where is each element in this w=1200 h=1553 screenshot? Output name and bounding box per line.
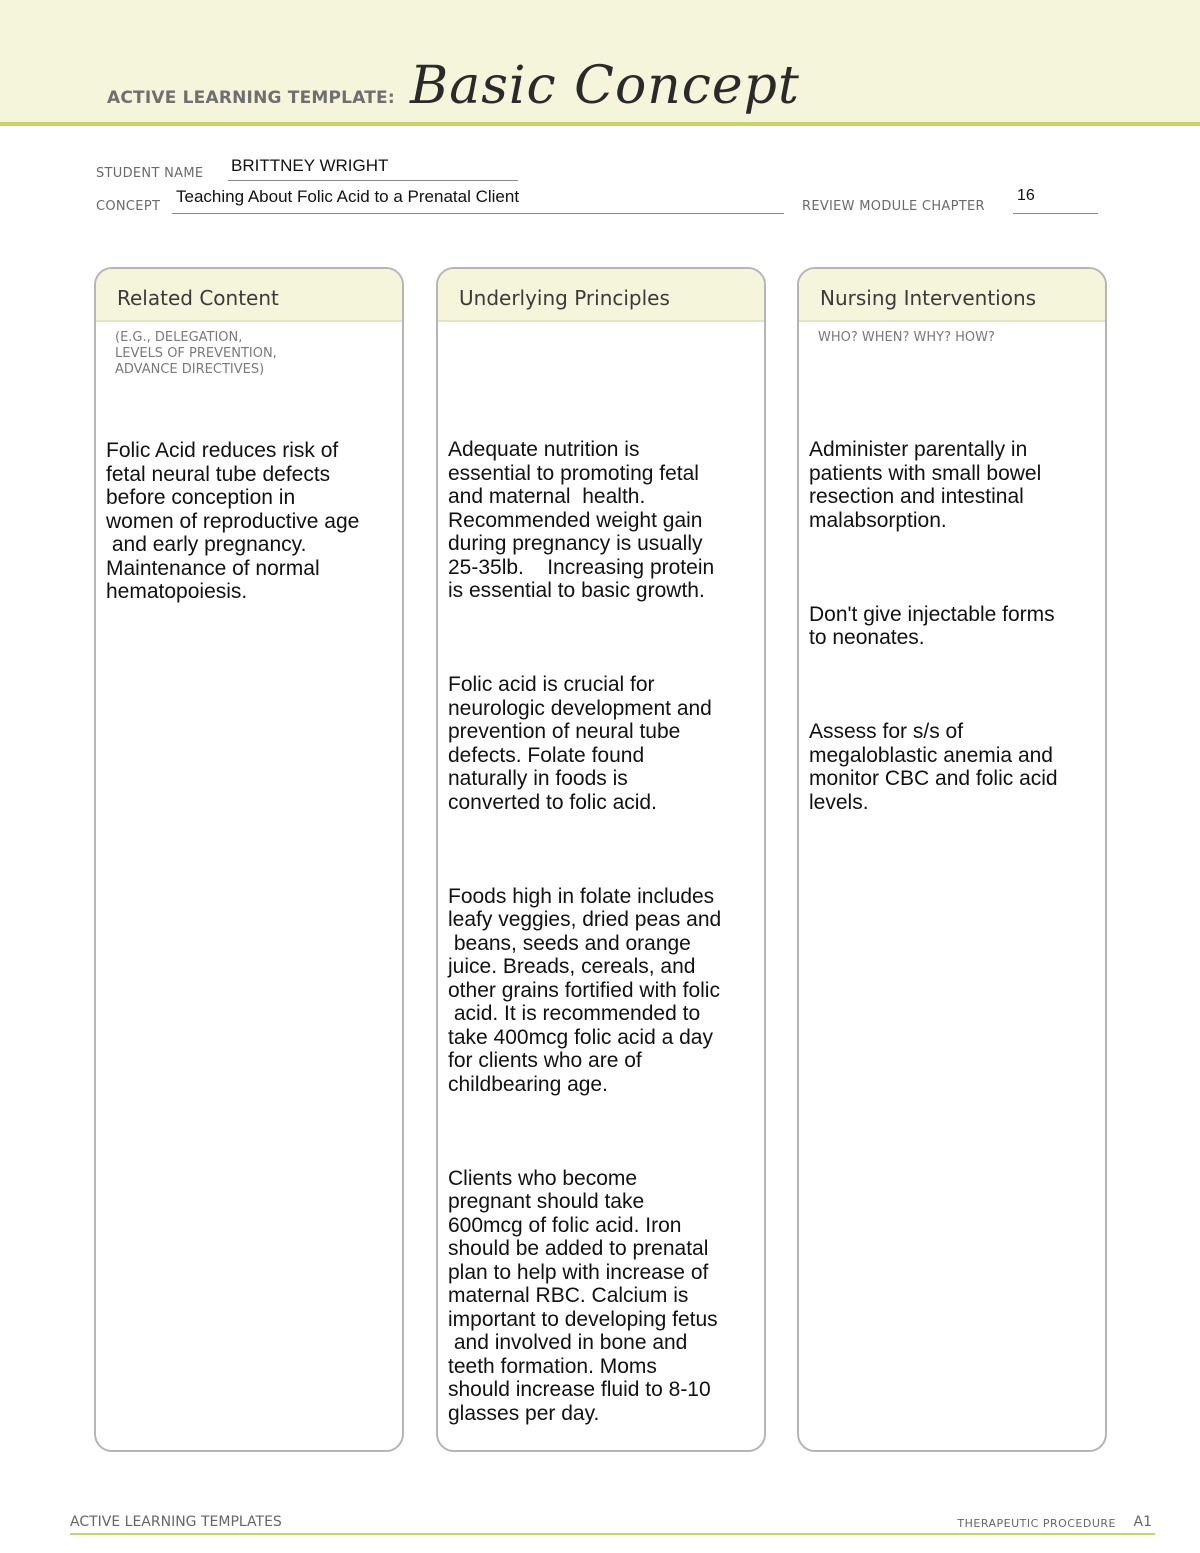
related-content-body[interactable] xyxy=(106,392,392,674)
concept-label: CONCEPT xyxy=(96,199,161,214)
underlying-principles-heading: Underlying Principles xyxy=(438,269,764,322)
nursing-interventions-paragraph: Administer parentally in patients with small bowel resection and intestinal malabsorption. xyxy=(809,438,1042,532)
underlying-principles-panel xyxy=(436,267,766,1452)
footer-series-label: ACTIVE LEARNING TEMPLATES xyxy=(70,1514,282,1530)
nursing-interventions-paragraph: Don't give injectable forms to neonates. xyxy=(809,602,1055,649)
header-divider xyxy=(0,122,1200,126)
review-chapter-label: REVIEW MODULE CHAPTER xyxy=(802,199,985,214)
review-chapter-line xyxy=(1013,213,1098,214)
underlying-principles-paragraph: Adequate nutrition is essential to promoting fetal and maternal health. Recommended weight gain during pregnancy is usually 25-35lb. Increasing protein is essential to basic growth. xyxy=(448,438,715,602)
footer-divider xyxy=(70,1533,1155,1535)
underlying-principles-paragraph: Foods high in folate includes leafy veggies, dried peas and beans, seeds and orange juice. Breads, cereals, and other grains fortified with folic acid. It is recommended to take 400mcg folic acid a day for clients who are of childbearing age. xyxy=(448,884,722,1096)
underlying-principles-body[interactable] xyxy=(448,391,754,1452)
underlying-principles-hint xyxy=(438,322,764,346)
student-name-value[interactable]: BRITTNEY WRIGHT xyxy=(231,156,389,175)
footer-page-number: A1 xyxy=(1133,1514,1152,1530)
template-label: ACTIVE LEARNING TEMPLATE: xyxy=(107,88,395,108)
student-name-label: STUDENT NAME xyxy=(96,166,204,181)
nursing-interventions-hint: WHO? WHEN? WHY? HOW? xyxy=(818,330,995,345)
nursing-interventions-panel xyxy=(797,267,1107,1452)
template-title: Basic Concept xyxy=(410,56,800,116)
underlying-principles-paragraph: Folic acid is crucial for neurologic development and prevention of neural tube defects. Folate found naturally in foods is converted to folic acid. xyxy=(448,673,712,814)
underlying-principles-paragraph: Clients who become pregnant should take 600mcg of folic acid. Iron should be added to prenatal plan to help with increase of maternal RBC. Calcium is important to developing fetus and involved in bone and teeth formation. Moms should increase fluid to 8-10 glasses per day. xyxy=(448,1166,718,1425)
related-content-heading: Related Content xyxy=(96,269,402,322)
nursing-interventions-heading: Nursing Interventions xyxy=(799,269,1105,322)
footer-template-type: THERAPEUTIC PROCEDURE xyxy=(957,1517,1116,1530)
related-content-panel xyxy=(94,267,404,1452)
concept-value[interactable]: Teaching About Folic Acid to a Prenatal Client xyxy=(176,187,520,206)
concept-line xyxy=(172,213,784,214)
nursing-interventions-body[interactable] xyxy=(809,391,1095,885)
nursing-interventions-paragraph: Assess for s/s of megaloblastic anemia and monitor CBC and folic acid levels. xyxy=(809,720,1058,814)
related-content-hint: (E.G., DELEGATION, LEVELS OF PREVENTION, ADVANCE DIRECTIVES) xyxy=(115,330,277,377)
student-name-line xyxy=(228,180,518,181)
related-content-paragraph: Folic Acid reduces risk of fetal neural tube defects before conception in women of reproductive age and early pregnancy. Maintenance of normal hematopoiesis. xyxy=(106,439,360,603)
review-chapter-value[interactable]: 16 xyxy=(1017,187,1035,204)
